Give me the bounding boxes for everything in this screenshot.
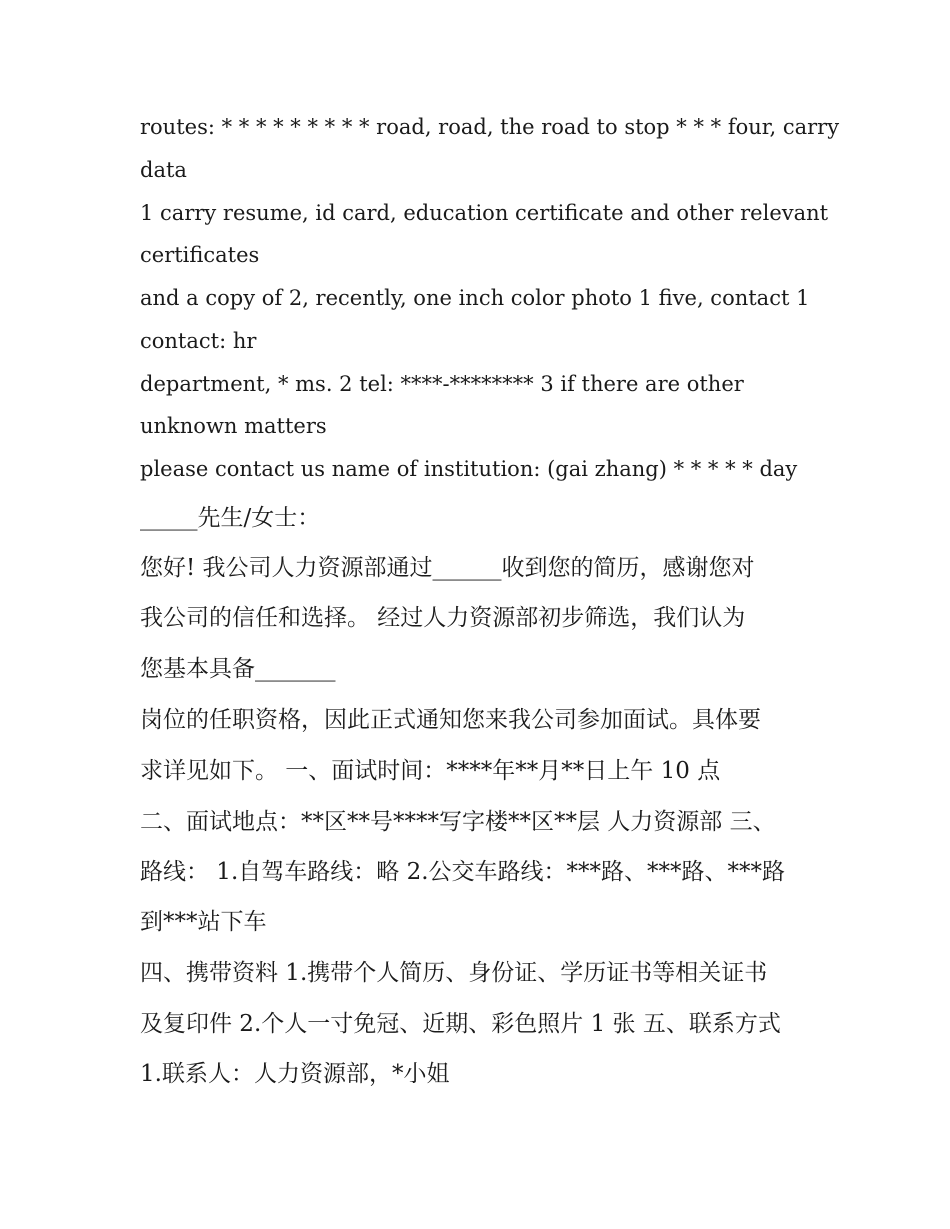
text-line: contact: hr	[140, 329, 257, 353]
text-line: 求详见如下。 一、面试时间：****年**月**日上午 10 点	[140, 758, 721, 784]
text-line: _____先生/女士：	[140, 505, 321, 531]
text-line: and a copy of 2, recently, one inch color photo 1 five, contact 1	[140, 286, 810, 310]
text-line: 您好! 我公司人力资源部通过______收到您的简历，感谢您对	[140, 555, 755, 581]
text-line: 1 carry resume, id card, education certificate and other relevant	[140, 201, 829, 225]
text-line: 二、面试地点：**区**号****写字楼**区**层 人力资源部 三、	[140, 809, 776, 835]
text-line: 岗位的任职资格，因此正式通知您来我公司参加面试。具体要	[140, 707, 761, 733]
text-line: data	[140, 158, 187, 182]
text-line: please contact us name of institution: (gai zhang) * * * * * day	[140, 457, 798, 481]
text-line: 1.联系人：人力资源部，*小姐	[140, 1061, 450, 1087]
text-line: 我公司的信任和选择。 经过人力资源部初步筛选，我们认为	[140, 605, 746, 631]
text-line: routes: * * * * * * * * * road, road, the road to stop * * * four, carry	[140, 115, 840, 139]
text-line: certificates	[140, 243, 260, 267]
text-line: 路线： 1.自驾车路线：略 2.公交车路线：***路、***路、***路	[140, 859, 786, 885]
text-line: department, * ms. 2 tel: ****-******** 3 if there are other	[140, 372, 744, 396]
text-line: 四、携带资料 1.携带个人简历、身份证、学历证书等相关证书	[140, 960, 768, 986]
text-line: 及复印件 2.个人一寸免冠、近期、彩色照片 1 张 五、联系方式	[140, 1011, 781, 1037]
text-line: unknown matters	[140, 414, 327, 438]
text-line: 到***站下车	[140, 909, 267, 935]
text-line: 您基本具备_______	[140, 656, 336, 682]
